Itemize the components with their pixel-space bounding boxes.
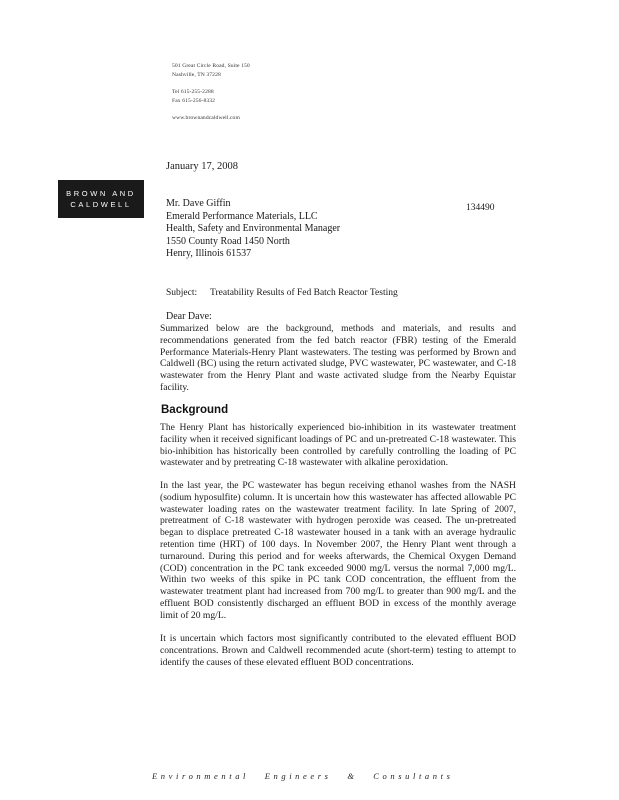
greeting: Dear Dave: bbox=[166, 311, 212, 322]
logo-line-2: CALDWELL bbox=[70, 200, 132, 209]
letter-date: January 17, 2008 bbox=[166, 161, 239, 172]
subject-text: Treatability Results of Fed Batch Reactor Testing bbox=[210, 288, 398, 298]
background-paragraph-3: It is uncertain which factors most significantly contributed to the elevated effluent BOD concentrations. Brown and Caldwell recommended acute (short-term) testing to attempt to identify the causes of these elevated effluent BOD concentrations. bbox=[160, 633, 516, 668]
background-heading: Background bbox=[161, 404, 229, 416]
company-logo bbox=[58, 180, 144, 218]
recipient-company: Emerald Performance Materials, LLC bbox=[166, 210, 318, 222]
address-line-1: 501 Great Circle Road, Suite 150 bbox=[172, 63, 250, 69]
footer-tagline: Environmental Engineers & Consultants bbox=[152, 771, 454, 781]
background-paragraph-1: The Henry Plant has historically experienced bio-inhibition in its wastewater treatment facility when it received significant loadings of PC and un-pretreated C-18 wastewater. This bio-inhibition has historically been controlled by carefully controlling the loading of PC wastewater and by pretreating C-18 wastewater with alkaline peroxidation. bbox=[160, 422, 516, 469]
recipient-city: Henry, Illinois 61537 bbox=[166, 248, 252, 259]
recipient-name: Mr. Dave Giffin bbox=[166, 198, 231, 209]
recipient-street: 1550 County Road 1450 North bbox=[166, 235, 290, 247]
subject-line bbox=[166, 288, 398, 298]
logo-line-1: BROWN AND bbox=[66, 189, 136, 198]
reference-number: 134490 bbox=[466, 203, 495, 213]
letterhead-address bbox=[172, 62, 250, 123]
telephone: Tel 615-255-2288 bbox=[172, 89, 214, 95]
address-line-2: Nashville, TN 37228 bbox=[172, 72, 221, 78]
recipient-title: Health, Safety and Environmental Manager bbox=[166, 223, 341, 234]
intro-paragraph: Summarized below are the background, methods and materials, and results and recommendations generated from the fed batch reactor (FBR) testing of the Emerald Performance Materials-Henry Plant wastewaters. The testing was performed by Brown and Caldwell (BC) using the return activated sludge, PVC wastewater, PC wastewater, and C-18 wastewater from the Henry Plant and waste activated sludge from the Nearby Equistar facility. bbox=[160, 323, 516, 393]
website: www.brownandcaldwell.com bbox=[172, 115, 240, 121]
fax: Fax 615-256-8332 bbox=[172, 98, 216, 104]
subject-label: Subject: bbox=[166, 288, 198, 298]
background-paragraph-2: In the last year, the PC wastewater has begun receiving ethanol washes from the NASH (sodium hyposulfite) column. It is uncertain how this wastewater has affected allowable PC wastewater loading rates on the wastewater treatment facility. In late Spring of 2007, pretreatment of C-18 wastewater with hydrogen peroxide was ceased. The un-pretreated began to displace pretreated C-18 wastewater housed in a tank with an average hydraulic retention time (HRT) of 100 days. In November 2007, the Henry Plant went through a turnaround. During this period and for weeks afterwards, the Chemical Oxygen Demand (COD) concentration in the PC tank exceeded 9000 mg/L versus the normal 7,000 mg/L. Within two weeks of this spike in PC tank COD concentration, the effluent from the wastewater treatment plant had increased from 700 mg/L to greater than 900 mg/L and the effluent BOD consistently discharged an effluent BOD in excess of the monthly average limit of 20 mg/L. bbox=[160, 480, 516, 621]
recipient-block bbox=[166, 198, 340, 261]
